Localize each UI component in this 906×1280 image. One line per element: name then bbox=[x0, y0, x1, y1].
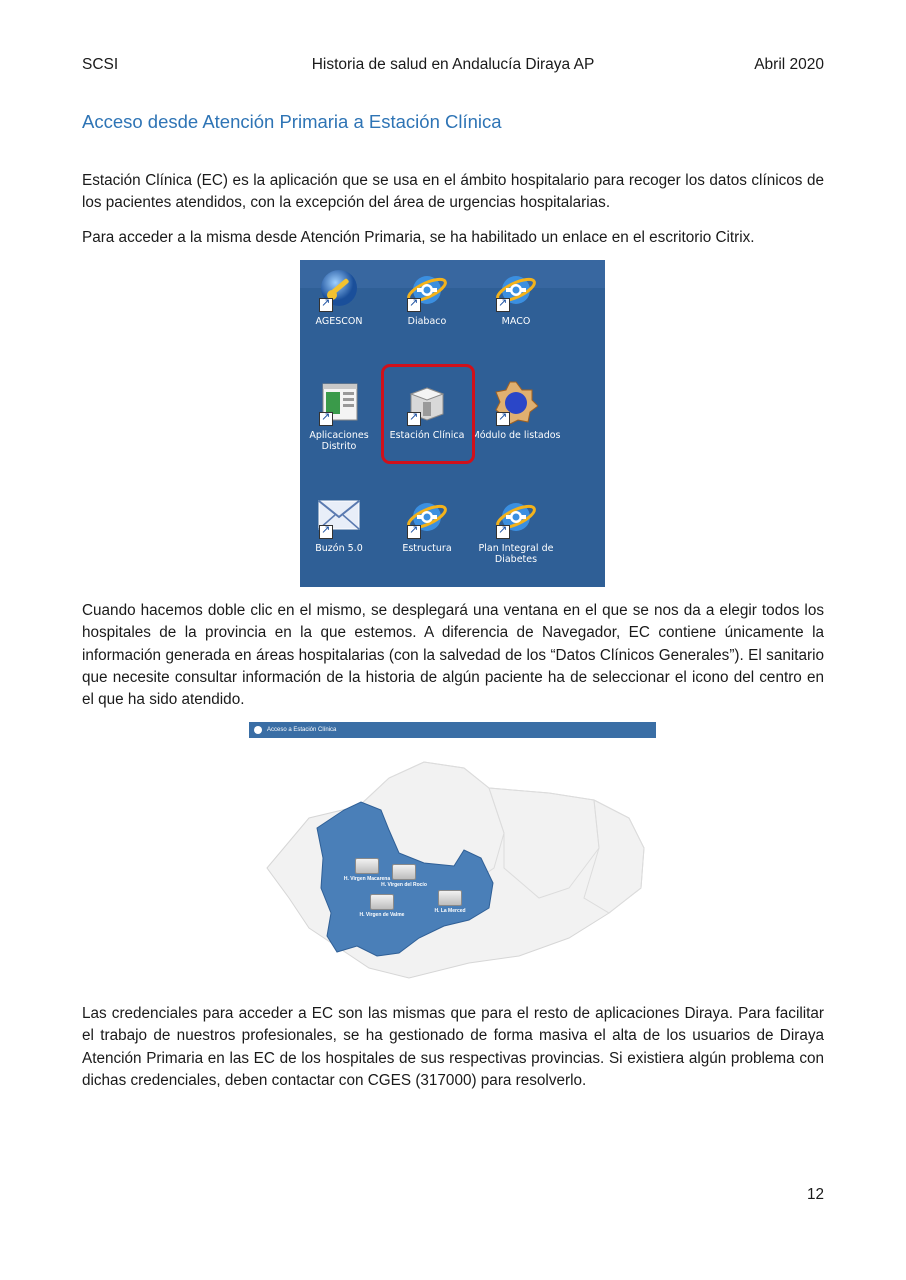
andalucia-map bbox=[249, 738, 656, 988]
icon-label: Aplicaciones Distrito bbox=[309, 430, 369, 452]
icon-label: Módulo de listados bbox=[471, 430, 561, 441]
paragraph-1: Estación Clínica (EC) es la aplicación que se usa en el ámbito hospitalario para recoger los datos clínicos de los pacientes atendidos, con la excepción del área de urgencias hospitalarias. bbox=[82, 172, 824, 212]
desktop-icon-aplicaciones-distrito[interactable] bbox=[300, 380, 384, 452]
desktop-icon-agescon[interactable] bbox=[300, 266, 384, 327]
hospital-virgen-de-valme[interactable] bbox=[357, 894, 407, 918]
shortcut-arrow-icon bbox=[407, 525, 421, 539]
shortcut-arrow-icon bbox=[319, 412, 333, 426]
desktop-icon-maco[interactable] bbox=[471, 266, 561, 327]
page-number: 12 bbox=[806, 1186, 824, 1203]
icon-label: MACO bbox=[501, 316, 531, 327]
hospital-building-icon bbox=[438, 890, 462, 906]
desktop-icon-plan-diabetes[interactable] bbox=[471, 493, 561, 565]
section-title: Acceso desde Atención Primaria a Estación Clínica bbox=[82, 111, 502, 132]
hospital-building-icon bbox=[370, 894, 394, 910]
desktop-icon-estructura[interactable] bbox=[382, 493, 472, 554]
shortcut-arrow-icon bbox=[407, 298, 421, 312]
shortcut-arrow-icon bbox=[496, 412, 510, 426]
desktop-icon-modulo-listados[interactable] bbox=[471, 380, 561, 441]
icon-label: Estructura bbox=[402, 543, 452, 554]
map-window-titlebar bbox=[249, 722, 656, 738]
header-left: SCSI bbox=[82, 56, 119, 73]
header-center: Historia de salud en Andalucía Diraya AP bbox=[311, 56, 595, 73]
icon-label: AGESCON bbox=[315, 316, 363, 327]
map-window-title: Acceso a Estación Clínica bbox=[267, 727, 337, 733]
hospital-label: H. Virgen Macarena bbox=[343, 876, 391, 882]
shortcut-arrow-icon bbox=[496, 298, 510, 312]
shortcut-arrow-icon bbox=[319, 298, 333, 312]
icon-label: Plan Integral de Diabetes bbox=[478, 543, 554, 565]
desktop-icon-diabaco[interactable] bbox=[382, 266, 472, 327]
desktop-icon-buzon[interactable] bbox=[300, 493, 384, 554]
shortcut-arrow-icon bbox=[496, 525, 510, 539]
paragraph-3: Cuando hacemos doble clic en el mismo, se desplegará una ventana en el que se nos da a elegir todos los hospitales de la provincia en la que estemos. A diferencia de Navegador, EC contiene únicamente la información generada en áreas hospitalarias (con la salvedad de los “Datos Clínicos Generales”). El sanitario que necesite consultar información de la historia de algún paciente ha de seleccionar el icono del centro en el que ha sido atendido. bbox=[82, 602, 824, 709]
hospital-label: H. La Merced bbox=[434, 908, 466, 914]
paragraph-4: Las credenciales para acceder a EC son las mismas que para el resto de aplicaciones Diraya. Para facilitar el trabajo de nuestros profesionales, se ha gestionado de forma masiva el alta de los usuarios de Diraya Atención Primaria en las EC de los hospitales de sus respectivas provincias. Si existiera algún problema con dichas credenciales, deben contactar con CGES (317000) para resolverlo. bbox=[82, 1005, 824, 1089]
estacion-clinica-highlight bbox=[381, 364, 475, 464]
app-logo-icon bbox=[254, 726, 262, 734]
shortcut-arrow-icon bbox=[319, 525, 333, 539]
icon-label: Estación Clínica bbox=[389, 430, 465, 441]
hospital-building-icon bbox=[355, 858, 379, 874]
estacion-clinica-map-window bbox=[249, 722, 656, 988]
hospital-virgen-del-rocio[interactable] bbox=[379, 864, 429, 888]
header-right: Abril 2020 bbox=[754, 56, 824, 73]
hospital-label: H. Virgen del Rocío bbox=[381, 882, 427, 888]
icon-label: Diabaco bbox=[407, 316, 447, 327]
hospital-la-merced[interactable] bbox=[425, 890, 475, 914]
hospital-label: H. Virgen de Valme bbox=[359, 912, 405, 918]
icon-label: Buzón 5.0 bbox=[315, 543, 363, 554]
hospital-building-icon bbox=[392, 864, 416, 880]
paragraph-2: Para acceder a la misma desde Atención Primaria, se ha habilitado un enlace en el escritorio Citrix. bbox=[82, 229, 755, 246]
